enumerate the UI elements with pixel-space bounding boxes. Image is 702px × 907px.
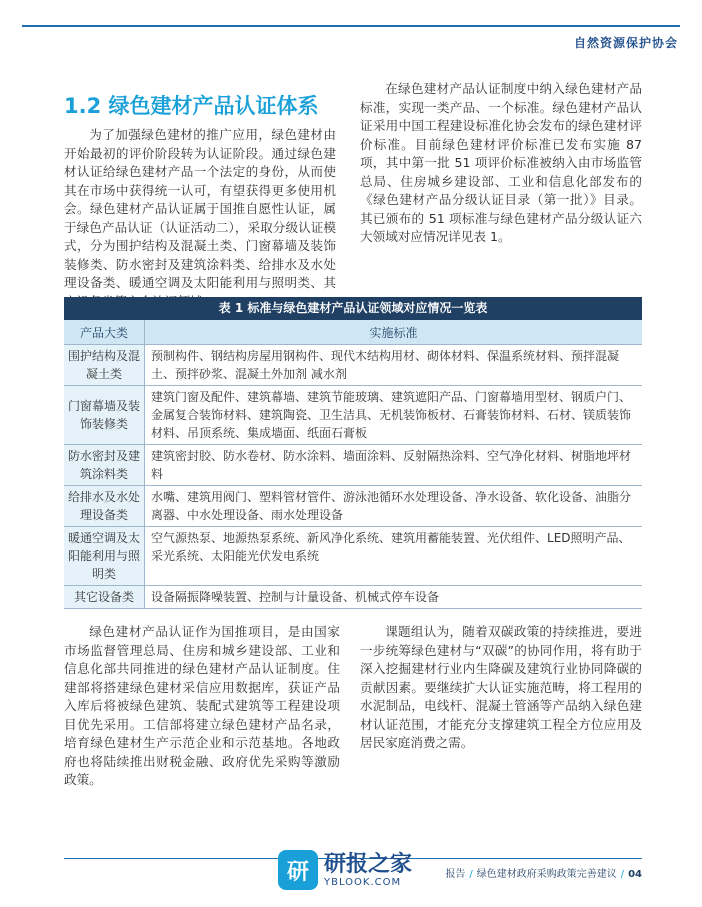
table-row <box>64 486 642 527</box>
table-title: 表 1 标准与绿色建材产品认证领域对应情况一览表 <box>64 297 642 320</box>
section-title: 1.2 绿色建材产品认证体系 <box>64 94 319 118</box>
intro-paragraph-left: 为了加强绿色建材的推广应用，绿色建材由开始最初的评价阶段转为认证阶段。通过绿色建材认证给绿色建材产品一个法定的身份，从而使其在市场中获得统一认可，有望获得更多使用机会。绿色建材产品认证属于国推自愿性认证，属于绿色产品认证（认证活动二），采取分级认证模式，分为围护结构及混凝土类、门窗幕墙及装饰装修类、防水密封及建筑涂料类、给排水及水处理设备类、暖通空调及太阳能利用与照明类、其 <box>64 127 336 290</box>
intro-paragraph-right: 在绿色建材产品认证制度中纳入绿色建材产品标准，实现一类产品、一个标准。绿色建材产品认证采用中国工程建设标准化协会发布的绿色建材评价标准。目前绿色建材评价标准已发布实施 87 项，其中第一批 51 项评价标准被纳入由市场监管总局、住房城乡建设部、工业和信息化部发布的《绿色建材产品分级认证目录（第一批）》目录。其已颁布的 51 项标准与绿色建材产品分级认证六大领域对应情况详见表 1。 <box>360 81 642 244</box>
body-paragraph-right: 课题组认为，随着双碳政策的持续推进，要进一步统筹绿色建材与“双碳”的协同作用，将有助于深入挖掘建材行业内生降碳及建筑行业协同降碳的贡献因素。要继续扩大认证实施范畴，将工程用的水泥制品，电线杆、混凝土管涵等产品纳入绿色建材认证范围，才能充分支撑建筑工程全方位应用及居民家庭消费之需。 <box>360 624 642 750</box>
page-number: 04 <box>628 869 642 880</box>
row-standards: 设备隔振降噪装置、控制与计量设备、机械式停车设备 <box>145 586 643 609</box>
row-standards: 建筑门窗及配件、建筑幕墙、建筑节能玻璃、建筑遮阳产品、门窗幕墙用型材、钢质户门、金属复合装饰材料、建筑陶瓷、卫生洁具、无机装饰板材、石膏装饰材料、石材、镁质装饰材料、吊顶系统、集成墙面、纸面石膏板 <box>145 386 643 445</box>
footer-label: 报告 <box>445 869 466 880</box>
row-category: 门窗幕墙及装饰装修类 <box>64 386 145 445</box>
footer-title: 绿色建材政府采购政策完善建议 <box>476 869 617 880</box>
row-standards: 水嘴、建筑用阀门、塑料管材管件、游泳池循环水处理设备、净水设备、软化设备、油脂分离器、中水处理设备、雨水处理设备 <box>145 486 643 527</box>
row-category: 给排水及水处理设备类 <box>64 486 145 527</box>
watermark-text: 研报之家 <box>324 851 413 877</box>
standards-table <box>64 320 642 609</box>
footer: 报告 / 绿色建材政府采购政策完善建议 / 04 <box>445 869 642 880</box>
watermark-logo-icon: 研 <box>278 850 318 890</box>
header-category: 产品大类 <box>64 320 145 345</box>
body-paragraph-left: 绿色建材产品认证作为国推项目，是由国家市场监督管理总局、住房和城乡建设部、工业和信息化部共同推进的绿色建材产品认证制度。住建部将搭建绿色建材采信应用数据库，获证产品入库后将被绿色建筑、装配式建筑等工程建设项目优先采用。工信部将建立绿色建材产品名录，培育绿色建材生产示范企业和示范基地。各地政府也将陆续推出财税金融、政府优先采购等激励政策。 <box>64 624 340 787</box>
table-row <box>64 586 642 609</box>
table-row <box>64 345 642 386</box>
watermark <box>278 850 412 890</box>
row-category: 防水密封及建筑涂料类 <box>64 445 145 486</box>
table-row <box>64 386 642 445</box>
watermark-url: YBLOOK.COM <box>324 876 402 888</box>
row-category: 暖通空调及太阳能利用与照明类 <box>64 527 145 586</box>
table-row <box>64 445 642 486</box>
row-standards: 预制构件、钢结构房屋用钢构件、现代木结构用材、砌体材料、保温系统材料、预拌混凝土、预拌砂浆、混凝土外加剂 减水剂 <box>145 345 643 386</box>
header-standards: 实施标准 <box>145 320 643 345</box>
row-category: 围护结构及混凝土类 <box>64 345 145 386</box>
row-standards: 建筑密封胶、防水卷材、防水涂料、墙面涂料、反射隔热涂料、空气净化材料、树脂地坪材料 <box>145 445 643 486</box>
row-standards: 空气源热泵、地源热泵系统、新风净化系统、建筑用蓄能装置、光伏组件、LED照明产品、采光系统、太阳能光伏发电系统 <box>145 527 643 586</box>
table-row <box>64 527 642 586</box>
row-category: 其它设备类 <box>64 586 145 609</box>
org-name: 自然资源保护协会 <box>573 36 678 50</box>
table-header-row <box>64 320 642 345</box>
